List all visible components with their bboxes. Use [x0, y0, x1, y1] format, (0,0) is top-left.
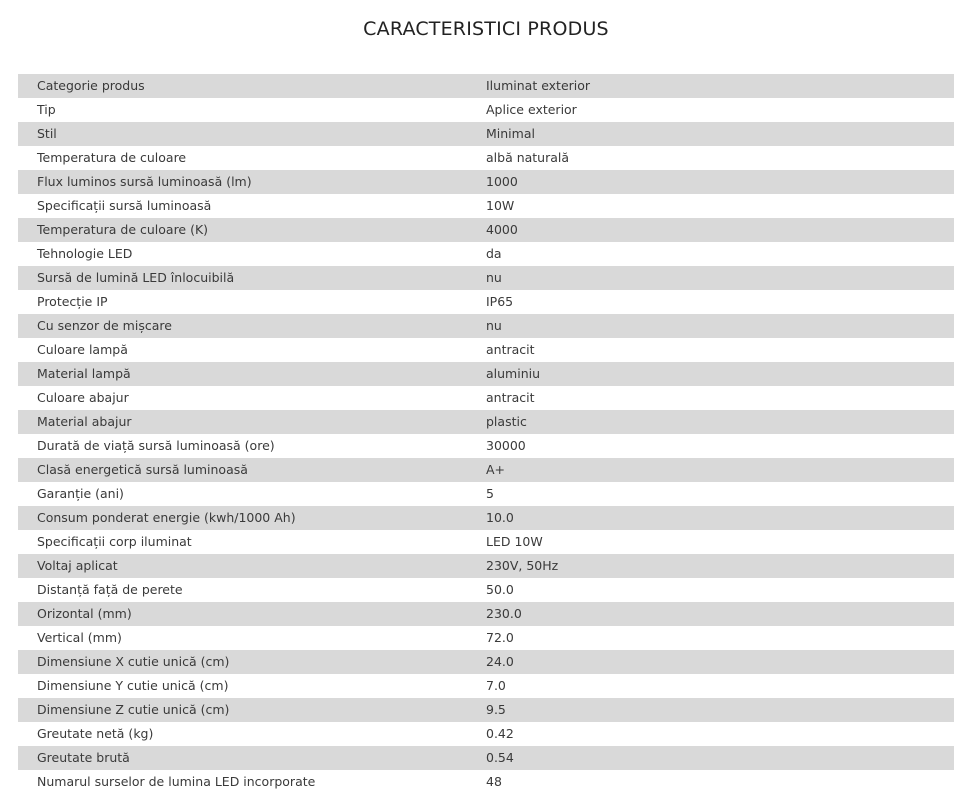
spec-value: 24.0: [486, 650, 954, 674]
spec-label: Consum ponderat energie (kwh/1000 Ah): [18, 506, 486, 530]
spec-row: [18, 746, 954, 770]
spec-label: Dimensiune Y cutie unică (cm): [18, 674, 486, 698]
spec-label: Culoare lampă: [18, 338, 486, 362]
spec-label: Culoare abajur: [18, 386, 486, 410]
spec-row: [18, 194, 954, 218]
spec-value: 48: [486, 770, 954, 794]
spec-label: Temperatura de culoare (K): [18, 218, 486, 242]
spec-value: 9.5: [486, 698, 954, 722]
spec-label: Specificații sursă luminoasă: [18, 194, 486, 218]
spec-value: albă naturală: [486, 146, 954, 170]
spec-row: [18, 290, 954, 314]
spec-value: 10.0: [486, 506, 954, 530]
spec-row: [18, 338, 954, 362]
spec-row: [18, 650, 954, 674]
section-title: CARACTERISTICI PRODUS: [363, 18, 609, 40]
spec-row: [18, 266, 954, 290]
spec-row: [18, 242, 954, 266]
spec-label: Specificații corp iluminat: [18, 530, 486, 554]
spec-value: nu: [486, 314, 954, 338]
spec-label: Greutate netă (kg): [18, 722, 486, 746]
spec-value: IP65: [486, 290, 954, 314]
specs-table-body: [18, 74, 954, 794]
spec-label: Material lampă: [18, 362, 486, 386]
spec-row: [18, 386, 954, 410]
spec-value: Iluminat exterior: [486, 74, 954, 98]
spec-label: Voltaj aplicat: [18, 554, 486, 578]
spec-label: Categorie produs: [18, 74, 486, 98]
spec-label: Cu senzor de mișcare: [18, 314, 486, 338]
spec-label: Garanție (ani): [18, 482, 486, 506]
spec-row: [18, 362, 954, 386]
spec-row: [18, 122, 954, 146]
spec-value: nu: [486, 266, 954, 290]
spec-row: [18, 626, 954, 650]
spec-value: 5: [486, 482, 954, 506]
spec-label: Greutate brută: [18, 746, 486, 770]
spec-row: [18, 458, 954, 482]
specs-table: [18, 74, 954, 794]
spec-row: [18, 314, 954, 338]
spec-label: Dimensiune Z cutie unică (cm): [18, 698, 486, 722]
spec-label: Distanță față de perete: [18, 578, 486, 602]
spec-value: 72.0: [486, 626, 954, 650]
spec-row: [18, 554, 954, 578]
spec-row: [18, 578, 954, 602]
spec-label: Clasă energetică sursă luminoasă: [18, 458, 486, 482]
spec-label: Protecție IP: [18, 290, 486, 314]
spec-value: 0.42: [486, 722, 954, 746]
spec-row: [18, 74, 954, 98]
spec-value: 0.54: [486, 746, 954, 770]
spec-row: [18, 602, 954, 626]
spec-value: antracit: [486, 338, 954, 362]
spec-value: antracit: [486, 386, 954, 410]
spec-row: [18, 410, 954, 434]
spec-row: [18, 434, 954, 458]
spec-row: [18, 530, 954, 554]
spec-value: Aplice exterior: [486, 98, 954, 122]
spec-value: Minimal: [486, 122, 954, 146]
spec-value: LED 10W: [486, 530, 954, 554]
spec-label: Flux luminos sursă luminoasă (lm): [18, 170, 486, 194]
spec-row: [18, 482, 954, 506]
spec-value: aluminiu: [486, 362, 954, 386]
spec-label: Material abajur: [18, 410, 486, 434]
spec-row: [18, 146, 954, 170]
spec-value: 50.0: [486, 578, 954, 602]
spec-label: Tehnologie LED: [18, 242, 486, 266]
spec-value: 30000: [486, 434, 954, 458]
spec-row: [18, 770, 954, 794]
spec-label: Numarul surselor de lumina LED incorporate: [18, 770, 486, 794]
spec-value: 7.0: [486, 674, 954, 698]
spec-label: Stil: [18, 122, 486, 146]
spec-row: [18, 698, 954, 722]
spec-row: [18, 674, 954, 698]
spec-row: [18, 506, 954, 530]
spec-label: Tip: [18, 98, 486, 122]
spec-row: [18, 170, 954, 194]
spec-label: Sursă de lumină LED înlocuibilă: [18, 266, 486, 290]
spec-value: 10W: [486, 194, 954, 218]
spec-value: A+: [486, 458, 954, 482]
spec-value: 230V, 50Hz: [486, 554, 954, 578]
spec-label: Orizontal (mm): [18, 602, 486, 626]
spec-value: 4000: [486, 218, 954, 242]
spec-value: plastic: [486, 410, 954, 434]
spec-label: Durată de viață sursă luminoasă (ore): [18, 434, 486, 458]
spec-row: [18, 98, 954, 122]
spec-row: [18, 218, 954, 242]
spec-label: Vertical (mm): [18, 626, 486, 650]
spec-value: da: [486, 242, 954, 266]
spec-label: Dimensiune X cutie unică (cm): [18, 650, 486, 674]
spec-value: 1000: [486, 170, 954, 194]
spec-value: 230.0: [486, 602, 954, 626]
spec-label: Temperatura de culoare: [18, 146, 486, 170]
spec-row: [18, 722, 954, 746]
